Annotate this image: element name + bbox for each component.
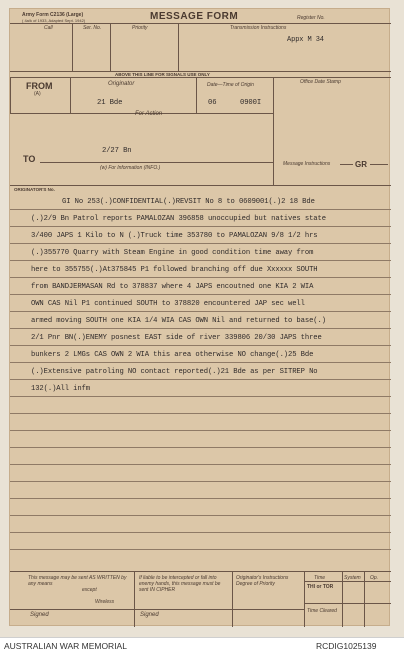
gr-label: GR bbox=[355, 160, 367, 169]
footer-time-cleared: Time Cleared bbox=[307, 608, 337, 614]
originators-no-label: ORIGINATOR'S No. bbox=[14, 187, 55, 192]
credit-right: RCDIG1025139 bbox=[316, 641, 377, 651]
for-information-label: (w) For Information (INFO.) bbox=[100, 165, 161, 171]
call-label: Call bbox=[44, 25, 53, 31]
message-line: from BANDJERMASAN Rd to 378837 where 4 JAPS encoutned one KIA 2 WIA bbox=[31, 283, 314, 291]
footer-thi-tor: THI or TOR bbox=[307, 584, 334, 590]
army-form-sub: ( 4a/k of 1933, Adapted Sept. 1942) bbox=[22, 18, 86, 23]
originator-label: Originator bbox=[108, 81, 135, 87]
time-value: 0900I bbox=[240, 99, 262, 107]
ser-no-label: Ser. No. bbox=[83, 25, 102, 31]
army-form-label: Army Form C2136 (Large) bbox=[22, 12, 84, 18]
message-line: 132(.)All infm bbox=[31, 385, 90, 393]
message-line: (.)Extensive patroling NO contact reported(.)21 Bde as per SITREP No bbox=[31, 368, 318, 376]
footer-system-label: System bbox=[344, 575, 361, 581]
to-value: 2/27 Bn bbox=[102, 147, 132, 155]
for-action-label: For Action bbox=[135, 111, 163, 117]
form-title: MESSAGE FORM bbox=[150, 11, 239, 22]
register-no-label: Register No. bbox=[297, 15, 325, 21]
office-date-stamp-label: Office Date Stamp bbox=[300, 79, 341, 85]
message-line: bunkers 2 LMGs CAS OWN 2 WIA this area otherwise NO change(.)25 Bde bbox=[31, 351, 314, 359]
credit-left: AUSTRALIAN WAR MEMORIAL bbox=[4, 641, 127, 651]
header-rule bbox=[10, 23, 391, 24]
footer-except: except bbox=[82, 587, 97, 593]
message-form bbox=[9, 8, 390, 626]
footer-signed-2: Signed bbox=[140, 612, 159, 618]
footer-cipher: If liable to be intercepted or fall into enemy hands, this message must be sent IN CIPHER bbox=[139, 575, 221, 593]
message-line: OWN CAS Nil P1 continued SOUTH to 378820 encountered JAP sec well bbox=[31, 300, 305, 308]
date-time-label: Date—Time of Origin bbox=[207, 82, 254, 88]
message-line: (.)355770 Quarry with Steam Engine in good condition time away from bbox=[31, 249, 314, 257]
footer-time-label: Time bbox=[314, 575, 326, 581]
footer-wireless: Wireless bbox=[95, 599, 115, 605]
to-label: TO bbox=[23, 154, 36, 164]
from-sub: (A) bbox=[34, 91, 41, 97]
footer-op-label: Op. bbox=[370, 575, 379, 581]
date-value: 06 bbox=[208, 99, 217, 107]
message-line: GI No 253(.)CONFIDENTIAL(.)REVSIT No 8 to 0609001(.)2 18 Bde bbox=[62, 198, 315, 206]
message-line: armed moving SOUTH one KIA 1/4 WIA CAS OWN Nil and returned to base(.) bbox=[31, 317, 326, 325]
message-line: 3/400 JAPS 1 Kilo to N (.)Truck time 353780 to PAMALOZAN 9/8 1/2 hrs bbox=[31, 232, 318, 240]
from-label: FROM bbox=[26, 81, 53, 91]
message-instructions-label: Message Instructions bbox=[283, 161, 331, 167]
transmission-label: Transmission Instructions bbox=[230, 25, 287, 31]
footer-as-written: This message may be sent AS WRITTEN by any means bbox=[28, 575, 127, 587]
signals-line-label: ABOVE THIS LINE FOR SIGNALS USE ONLY bbox=[115, 72, 210, 77]
priority-label: Priority bbox=[132, 25, 148, 31]
credit-strip bbox=[0, 637, 404, 655]
message-line: (.)2/9 Bn Patrol reports PAMALOZAN 396858 unoccupied but natives state bbox=[31, 215, 326, 223]
appx-stamp: Appx M 34 bbox=[287, 36, 324, 44]
originator-value: 21 Bde bbox=[97, 99, 123, 107]
message-line: 2/1 Pnr BN(.)ENEMY posnest EAST side of river 339806 20/30 JAPS three bbox=[31, 334, 322, 342]
message-line: here to 355755(.)At375845 P1 followed branching off due Xxxxxx SOUTH bbox=[31, 266, 318, 274]
footer-signed-1: Signed bbox=[30, 612, 49, 618]
footer-originator-instructions: Originator's Instructions Degree of Priority bbox=[236, 575, 289, 587]
